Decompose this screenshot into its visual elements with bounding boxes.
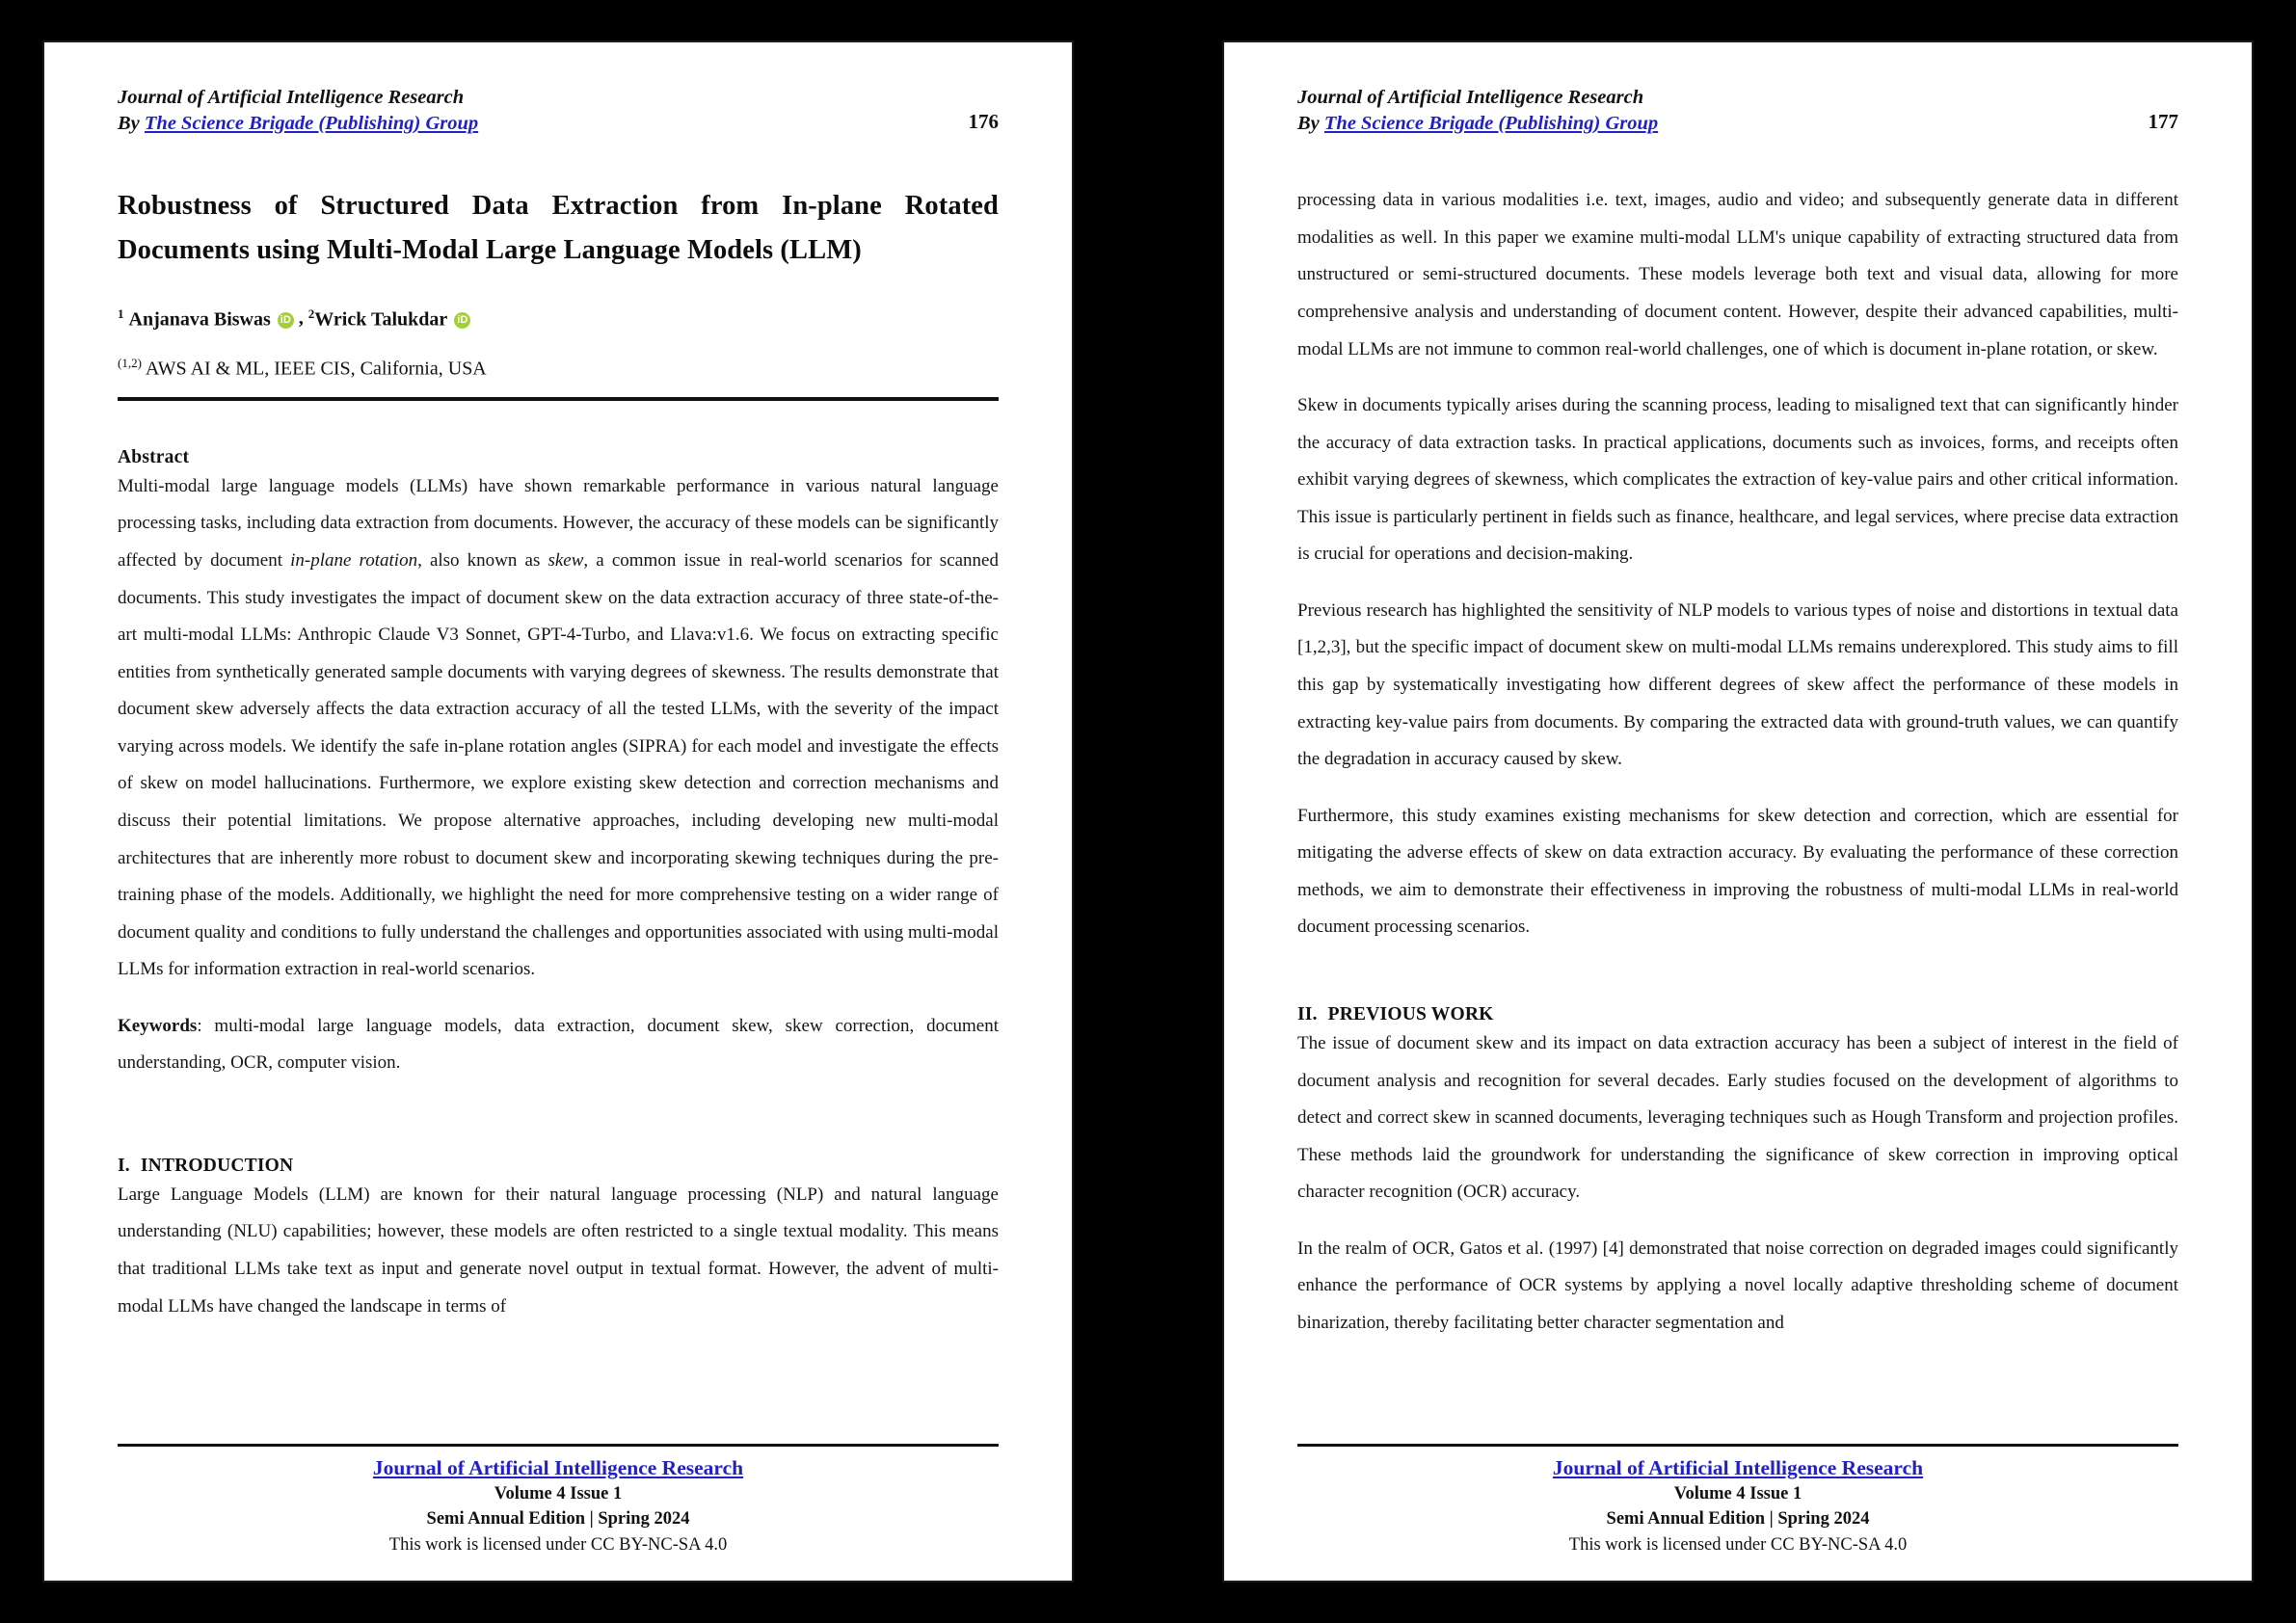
running-head-text xyxy=(118,85,478,136)
running-head-byline xyxy=(1297,111,1658,137)
running-head-journal-name: Journal of Artificial Intelligence Research xyxy=(1297,87,1644,108)
author-2-name: Wrick Talukdar xyxy=(314,308,448,331)
previous-work-heading-text: PREVIOUS WORK xyxy=(1327,1003,1494,1024)
abstract-heading: Abstract xyxy=(118,446,190,467)
previous-work-paragraph-2: In the realm of OCR, Gatos et al. (1997) [4] demonstrated that noise correction on degraded images could significantly enhance the performance of OCR systems by applying a novel locally adaptive thresholding scheme of document binarization, thereby facilitating better character segmentation and xyxy=(1297,1237,2178,1333)
author-separator: , xyxy=(298,306,304,329)
author-1-marker: 1 xyxy=(118,306,124,321)
footer-edition: Semi Annual Edition | Spring 2024 xyxy=(426,1509,690,1530)
previous-work-heading xyxy=(1297,1004,2178,1025)
introduction-heading xyxy=(118,1156,999,1177)
running-head-text xyxy=(1297,85,1658,136)
page-left xyxy=(42,40,1074,1583)
publisher-link[interactable]: The Science Brigade (Publishing) Group xyxy=(144,112,479,134)
introduction-heading-text: INTRODUCTION xyxy=(140,1155,294,1176)
author-2-marker: 2 xyxy=(307,306,315,321)
orcid-icon[interactable]: iD xyxy=(278,312,294,329)
orcid-icon[interactable]: iD xyxy=(454,312,470,329)
footer-divider xyxy=(1297,1444,2178,1447)
body-paragraph-1: processing data in various modalities i.e. text, images, audio and video; and subsequently generate data in different modalities as well. In this paper we examine multi-modal LLM's unique capability of extracting structured data from unstructured or semi-structured documents. These models leverage both text and visual data, allowing for more comprehensive analysis and understanding of document content. However, despite their advanced capabilities, multi-modal LLMs are not immune to common real-world challenges, one of which is document in-plane rotation, or skew. xyxy=(1297,190,2178,359)
page-number-left: 176 xyxy=(968,110,999,134)
running-head-by-label: By xyxy=(118,112,140,134)
footer-license: This work is licensed under CC BY-NC-SA 4.0 xyxy=(388,1534,728,1555)
running-head-by-label: By xyxy=(1297,112,1320,134)
abstract-part-1: Multi-modal large language models (LLMs) have shown remarkable performance in various natural language processing tasks, including data extraction from documents. However, the accuracy of these models can be significantly affected by document xyxy=(118,475,999,572)
affiliation-line xyxy=(118,356,999,381)
affiliation-text: AWS AI & ML, IEEE CIS, California, USA xyxy=(145,358,487,380)
keywords-label: Keywords xyxy=(118,1015,198,1036)
author-1 xyxy=(118,306,271,332)
abstract-italic-1: in-plane rotation xyxy=(290,550,418,572)
affiliation-marker: (1,2) xyxy=(118,356,142,371)
footer-journal-link[interactable]: Journal of Artificial Intelligence Research xyxy=(372,1455,744,1479)
keywords-paragraph xyxy=(118,1008,999,1082)
page-footer-left xyxy=(118,1444,999,1581)
author-2 xyxy=(304,306,448,332)
footer-volume: Volume 4 Issue 1 xyxy=(1673,1484,1802,1504)
body-paragraph-2: Skew in documents typically arises during the scanning process, leading to misaligned text that can significantly hinder the accuracy of data extraction tasks. In practical applications, documents such as invoices, forms, and receipts often exhibit varying degrees of skewness, which complicates the extraction of key-value pairs and other critical information. This issue is particularly pertinent in fields such as finance, healthcare, and legal services, where precise data extraction is crucial for operations and decision-making. xyxy=(1297,395,2178,565)
title-divider xyxy=(118,397,999,401)
running-head-journal-name: Journal of Artificial Intelligence Research xyxy=(118,87,465,108)
paper-title: Robustness of Structured Data Extraction from In-plane Rotated Documents using Multi-Modal Large Language Models (LLM) xyxy=(118,191,999,266)
body-paragraph-4: Furthermore, this study examines existing mechanisms for skew detection and correction, which are essential for mitigating the adverse effects of skew on data extraction accuracy. By evaluating the performance of these correction methods, we aim to demonstrate their effectiveness in improving the robustness of multi-modal LLMs in real-world document processing scenarios. xyxy=(1297,805,2178,938)
footer-license: This work is licensed under CC BY-NC-SA 4.0 xyxy=(1568,1534,1908,1555)
page-right xyxy=(1222,40,2254,1583)
footer-journal-link[interactable]: Journal of Artificial Intelligence Research xyxy=(1552,1455,1924,1479)
abstract-italic-2: skew xyxy=(547,550,584,572)
previous-work-paragraph-1: The issue of document skew and its impact on data extraction accuracy has been a subject of interest in the field of document analysis and recognition for several decades. Early studies focused on the development of algorithms to detect and correct skew in scanned documents, leveraging techniques such as Hough Transform and projection profiles. These methods laid the groundwork for understanding the significance of skew correction in improving optical character recognition (OCR) accuracy. xyxy=(1297,1032,2178,1203)
abstract-paragraph xyxy=(118,468,999,989)
running-head-byline xyxy=(118,111,478,137)
body-paragraph-3: Previous research has highlighted the sensitivity of NLP models to various types of noise and distortions in textual data [1,2,3], but the specific impact of document skew on multi-modal LLMs remains underexplored. This study aims to fill this gap by systematically investigating how different degrees of skew affect the performance of these models in extracting key-value pairs from documents. By comparing the extracted data with ground-truth values, we can quantify the degradation in accuracy caused by skew. xyxy=(1297,599,2178,770)
author-list xyxy=(118,306,999,332)
page-footer-right xyxy=(1297,1444,2178,1581)
publisher-link[interactable]: The Science Brigade (Publishing) Group xyxy=(1323,112,1659,134)
abstract-part-3: , a common issue in real-world scenarios for scanned documents. This study investigates the impact of document skew on the data extraction accuracy of three state-of-the-art multi-modal LLMs: Anthropic Claude V3 Sonnet, GPT-4-Turbo, and Llava:v1.6. We focus on extracting specific entities from synthetically generated sample documents with varying degrees of skewness. The results demonstrate that document skew adversely affects the data extraction accuracy of all the tested LLMs, with the severity of the impact varying across models. We identify the safe in-plane rotation angles (SIPRA) for each model and investigate the effects of skew on model hallucinations. Furthermore, we explore existing skew detection and correction mechanisms and discuss their potential limitations. We propose alternative approaches, including developing new multi-modal architectures that are inherently more robust to document skew and incorporating skewing techniques during the pre-training phase of the models. Additionally, we highlight the need for more comprehensive testing on a wider range of document quality and conditions to fully understand the challenges and opportunities associated with using multi-modal LLMs for information extraction in real-world scenarios. xyxy=(118,550,999,980)
running-head-left xyxy=(118,85,999,136)
author-1-name: Anjanava Biswas xyxy=(128,308,271,331)
footer-divider xyxy=(118,1444,999,1447)
keywords-text: : multi-modal large language models, data extraction, document skew, skew correction, document understanding, OCR, computer vision. xyxy=(118,1015,999,1074)
previous-work-numeral: II. xyxy=(1297,1003,1318,1024)
running-head-right xyxy=(1297,85,2178,136)
page-number-right: 177 xyxy=(2148,110,2178,134)
introduction-numeral: I. xyxy=(118,1155,130,1176)
footer-edition: Semi Annual Edition | Spring 2024 xyxy=(1606,1509,1870,1530)
introduction-paragraph: Large Language Models (LLM) are known for their natural language processing (NLP) and natural language understanding (NLU) capabilities; however, these models are often restricted to a single textual modality. This means that traditional LLMs take text as input and generate novel output in textual format. However, the advent of multi-modal LLMs have changed the landscape in terms of xyxy=(118,1184,999,1317)
footer-volume: Volume 4 Issue 1 xyxy=(494,1484,623,1504)
abstract-part-2: , also known as xyxy=(417,550,548,572)
